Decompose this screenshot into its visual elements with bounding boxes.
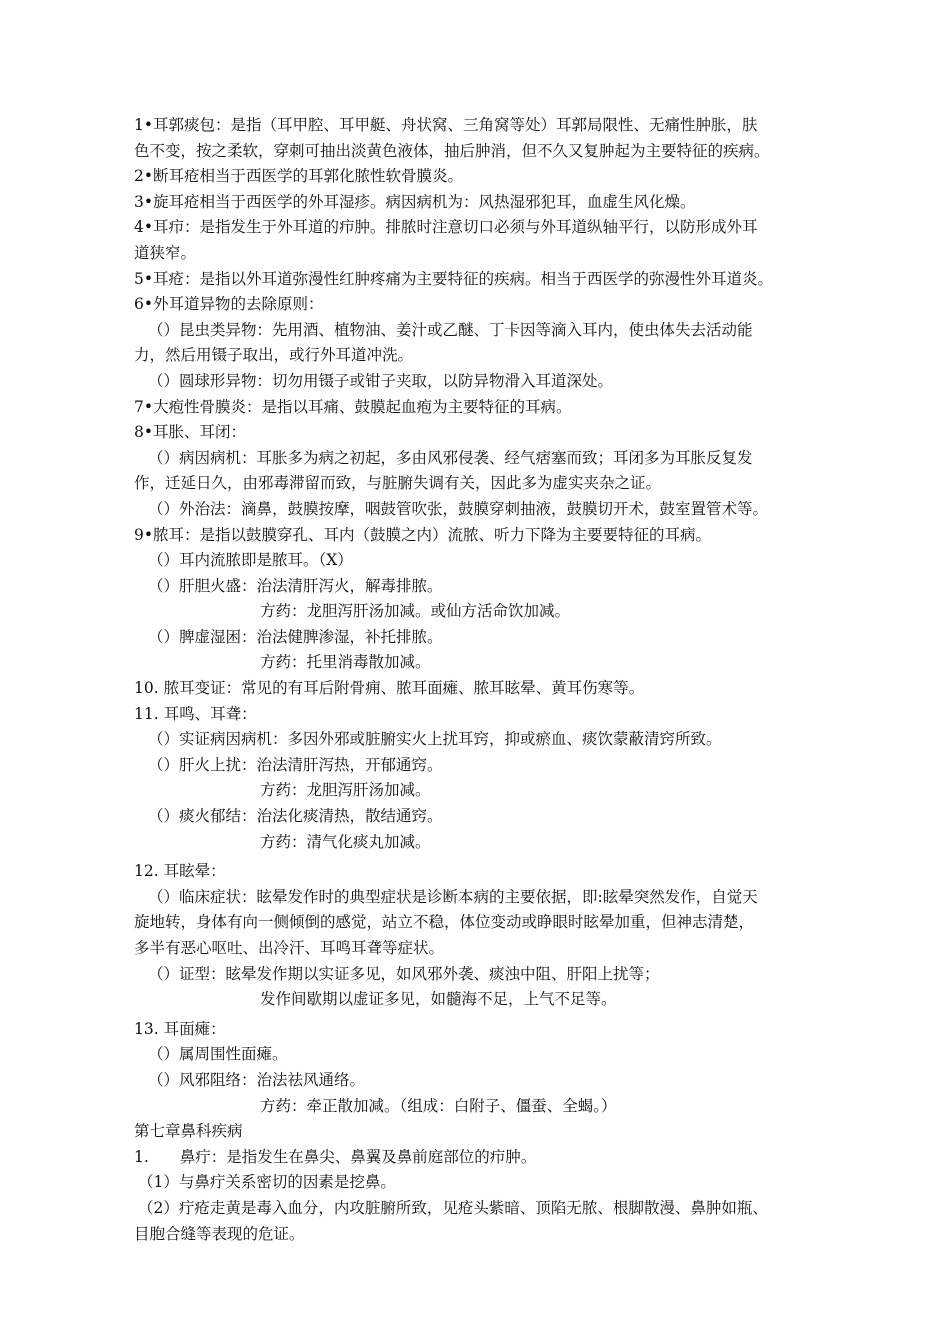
text-line: （）病因病机：耳胀多为病之初起，多由风邪侵袭、经气痞塞而致；耳闭多为耳胀反复发 bbox=[148, 448, 753, 467]
text-line: 方药：龙胆泻肝汤加减。 bbox=[260, 781, 431, 800]
text-line: 11. 耳鸣、耳聋： bbox=[134, 704, 257, 723]
text-line: 6•外耳道异物的去除原则： bbox=[134, 295, 324, 314]
text-line: 旋地转，身体有向一侧倾倒的感觉，站立不稳，体位变动或睁眼时眩晕加重，但神志清楚， bbox=[134, 913, 755, 932]
text-line: 方药：托里消毒散加减。 bbox=[260, 653, 431, 672]
text-line: 9•脓耳：是指以鼓膜穿孔、耳内（鼓膜之内）流脓、听力下降为主要要特征的耳病。 bbox=[134, 525, 712, 544]
text-line: （）肝胆火盛：治法清肝泻火，解毒排脓。 bbox=[148, 576, 443, 595]
text-line: 发作间歇期以虚证多见，如髓海不足，上气不足等。 bbox=[260, 990, 617, 1009]
text-line: 方药：龙胆泻肝汤加减。或仙方活命饮加减。 bbox=[260, 602, 571, 621]
text-line: （）实证病因病机：多因外邪或脏腑实火上扰耳窍，抑或瘀血、痰饮蒙蔽清窍所致。 bbox=[148, 730, 722, 749]
text-line: 作，迁延日久，由邪毒滞留而致，与脏腑失调有关，因此多为虚实夹杂之证。 bbox=[134, 474, 662, 493]
text-line: 第七章鼻科疾病 bbox=[134, 1122, 243, 1141]
text-line: 7•大疱性骨膜炎：是指以耳痛、鼓膜起血疱为主要特征的耳病。 bbox=[134, 397, 572, 416]
text-line: 2•断耳疮相当于西医学的耳郭化脓性软骨膜炎。 bbox=[134, 167, 464, 186]
text-line: （）耳内流脓即是脓耳。（X） bbox=[148, 551, 353, 570]
text-line: （）脾虚湿困：治法健脾渗湿，补托排脓。 bbox=[148, 627, 443, 646]
text-line: （）圆球形异物：切勿用镊子或钳子夹取，以防异物滑入耳道深处。 bbox=[148, 371, 614, 390]
text-line: 色不变，按之柔软，穿刺可抽出淡黄色液体，抽后肿消，但不久又复肿起为主要特征的疾病。 bbox=[134, 141, 770, 160]
text-line: （2）疔疮走黄是毒入血分，内攻脏腑所致，见疮头紫暗、顶陷无脓、根脚散漫、鼻肿如瓶、 bbox=[138, 1198, 768, 1217]
text-line: 3•旋耳疮相当于西医学的外耳湿疹。病因病机为：风热湿邪犯耳，血虚生风化燥。 bbox=[134, 192, 696, 211]
text-line: （）痰火郁结：治法化痰清热，散结通窍。 bbox=[148, 807, 443, 826]
text-line: （）属周围性面瘫。 bbox=[148, 1045, 288, 1064]
text-line: 1•耳郭痰包：是指（耳甲腔、耳甲艇、舟状窝、三角窝等处）耳郭局限性、无痛性肿胀，肤 bbox=[134, 116, 758, 134]
text-line: （1）与鼻疔关系密切的因素是挖鼻。 bbox=[138, 1173, 396, 1192]
text-line: 8•耳胀、耳闭： bbox=[134, 423, 247, 442]
text-line: （）风邪阻络：治法祛风通络。 bbox=[148, 1070, 366, 1089]
text-line: （）昆虫类异物：先用酒、植物油、姜汁或乙醚、丁卡因等滴入耳内，使虫体失去活动能 bbox=[148, 320, 753, 339]
text-line: 13. 耳面瘫： bbox=[134, 1019, 226, 1038]
text-line: （）证型：眩晕发作期以实证多见，如风邪外袭、痰浊中阻、肝阳上扰等； bbox=[148, 964, 660, 983]
text-line: 目胞合缝等表现的危证。 bbox=[134, 1224, 305, 1243]
text-line: （）外治法：滴鼻，鼓膜按摩，咽鼓管吹张，鼓膜穿刺抽液，鼓膜切开术，鼓室置管术等。 bbox=[148, 499, 769, 518]
text-line: （）临床症状：眩晕发作时的典型症状是诊断本病的主要依据，即:眩晕突然发作，自觉天 bbox=[148, 887, 758, 906]
text-line: （）肝火上扰：治法清肝泻热，开郁通窍。 bbox=[148, 755, 443, 774]
document-page bbox=[134, 113, 834, 1247]
text-line: 多半有恶心呕吐、出冷汗、耳鸣耳聋等症状。 bbox=[134, 939, 445, 957]
text-line: 方药：清气化痰丸加减。 bbox=[260, 832, 431, 851]
text-line: 道狭窄。 bbox=[134, 243, 197, 262]
text-line: 力，然后用镊子取出，或行外耳道冲洗。 bbox=[134, 346, 414, 365]
text-line: 1. 鼻疔：是指发生在鼻尖、鼻翼及鼻前庭部位的疖肿。 bbox=[134, 1147, 537, 1166]
text-line: 4•耳疖：是指发生于外耳道的疖肿。排脓时注意切口必须与外耳道纵轴平行，以防形成外耳 bbox=[134, 218, 758, 237]
text-line: 12. 耳眩晕： bbox=[134, 862, 226, 881]
text-line: 5•耳疮：是指以外耳道弥漫性红肿疼痛为主要特征的疾病。相当于西医学的弥漫性外耳道炎。 bbox=[134, 269, 774, 288]
text-line: 10. 脓耳变证：常见的有耳后附骨痈、脓耳面瘫、脓耳眩晕、黄耳伤寒等。 bbox=[134, 679, 645, 698]
text-line: 方药：牵正散加减。（组成：白附子、僵蚕、全蝎。） bbox=[260, 1096, 617, 1115]
